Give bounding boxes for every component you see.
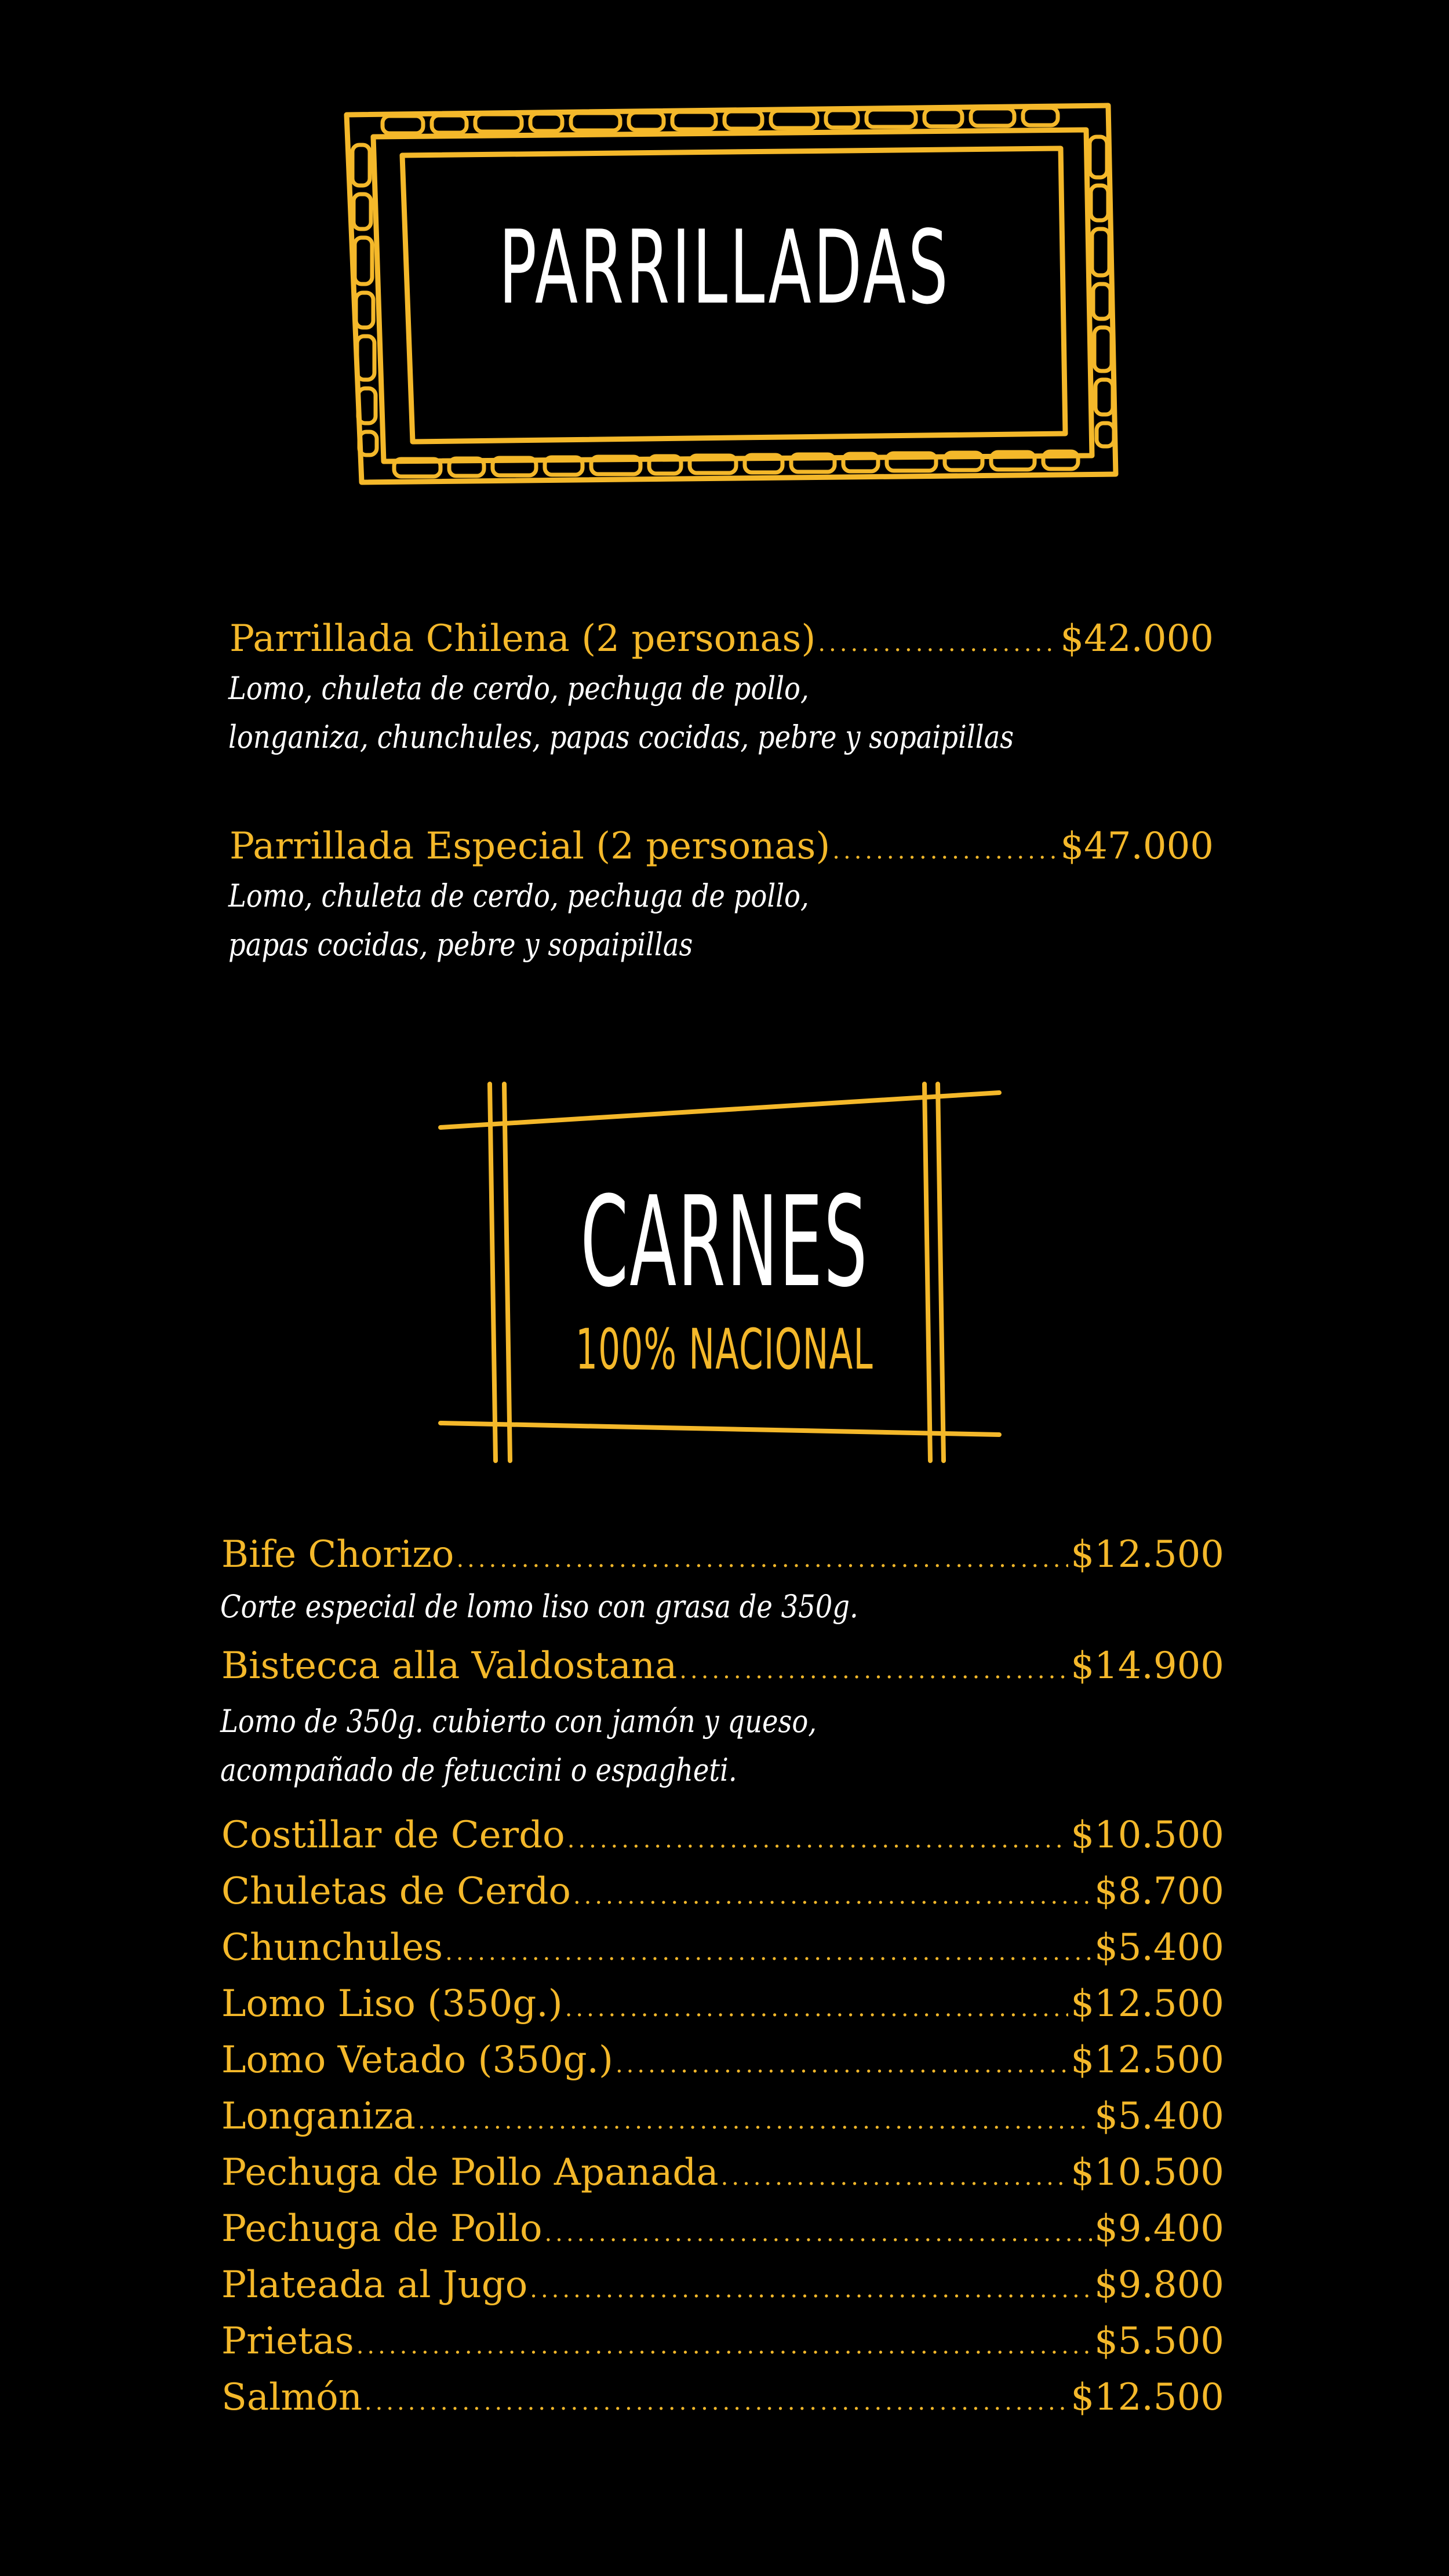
description-line: Lomo, chuleta de cerdo, pechuga de pollo,	[228, 878, 809, 914]
menu-item	[221, 2089, 1224, 2144]
menu-item	[230, 611, 1214, 667]
item-description	[220, 1697, 817, 1795]
item-price: $12.500	[1071, 2039, 1224, 2082]
menu-item	[221, 2201, 1224, 2257]
item-price: $47.000	[1060, 825, 1214, 868]
menu-item	[221, 2032, 1224, 2088]
item-name: Salmón	[221, 2376, 362, 2419]
item-description	[228, 664, 1014, 762]
dot-leader	[679, 1643, 1068, 1698]
dot-leader	[544, 2206, 1092, 2261]
dot-leader	[456, 1531, 1068, 1587]
menu-item	[221, 1638, 1224, 1694]
item-name: Longaniza	[221, 2095, 416, 2138]
item-price: $8.700	[1094, 1870, 1224, 1913]
item-name: Lomo Liso (350g.)	[221, 1982, 563, 2025]
item-price: $5.500	[1094, 2320, 1224, 2363]
menu-item	[221, 2370, 1224, 2425]
description-line: Lomo de 350g. cubierto con jamón y queso,	[220, 1703, 817, 1740]
dot-leader	[818, 616, 1058, 671]
item-name: Parrillada Especial (2 personas)	[230, 825, 831, 868]
dot-leader	[721, 2149, 1069, 2205]
dot-leader	[365, 2374, 1068, 2430]
description-line: Corte especial de lomo liso con grasa de 350g.	[220, 1588, 858, 1625]
description-line: papas cocidas, pebre y sopaipillas	[228, 926, 693, 963]
menu-item	[221, 2257, 1224, 2313]
item-name: Chuletas de Cerdo	[221, 1870, 571, 1913]
item-price: $12.500	[1071, 1533, 1224, 1576]
menu-item	[230, 818, 1214, 874]
item-price: $14.900	[1071, 1644, 1224, 1687]
item-name: Pechuga de Pollo	[221, 2207, 543, 2250]
item-name: Chunchules	[221, 1926, 443, 1969]
menu-item	[221, 2313, 1224, 2369]
item-price: $42.000	[1060, 617, 1214, 660]
item-description	[220, 1582, 858, 1631]
dot-leader	[445, 1924, 1092, 1980]
menu-item	[221, 1976, 1224, 2032]
item-price: $10.500	[1071, 1814, 1224, 1857]
item-name: Plateada al Jugo	[221, 2264, 528, 2306]
item-name: Lomo Vetado (350g.)	[221, 2039, 613, 2082]
item-name: Prietas	[221, 2320, 354, 2363]
item-name: Bife Chorizo	[221, 1533, 454, 1576]
item-price: $12.500	[1071, 1982, 1224, 2025]
dot-leader	[530, 2262, 1092, 2317]
description-line: acompañado de fetuccini o espagheti.	[220, 1752, 737, 1788]
item-name: Costillar de Cerdo	[221, 1814, 565, 1857]
menu-item	[221, 1864, 1224, 1919]
menu-item	[221, 1920, 1224, 1975]
item-name: Pechuga de Pollo Apanada	[221, 2151, 719, 2194]
menu-item	[221, 1527, 1224, 1582]
description-line: Lomo, chuleta de cerdo, pechuga de pollo,	[228, 670, 809, 707]
item-price: $5.400	[1094, 2095, 1224, 2138]
dot-leader	[565, 1981, 1069, 2036]
item-price: $12.500	[1071, 2376, 1224, 2419]
dot-leader	[356, 2318, 1092, 2374]
item-name: Bistecca alla Valdostana	[221, 1644, 678, 1687]
dot-leader	[567, 1812, 1069, 1868]
menu-item	[221, 1807, 1224, 1863]
section-subtitle-carnes: 100% NACIONAL	[576, 1317, 873, 1382]
dot-leader	[832, 823, 1058, 879]
item-price: $9.800	[1094, 2264, 1224, 2306]
dot-leader	[573, 1868, 1092, 1924]
item-price: $9.400	[1094, 2207, 1224, 2250]
menu-item	[221, 2145, 1224, 2200]
dot-leader	[616, 2037, 1068, 2093]
section-title-carnes: CARNES	[580, 1169, 869, 1315]
section-title-parrilladas: PARRILLADAS	[498, 209, 951, 327]
item-price: $10.500	[1071, 2151, 1224, 2194]
item-description	[228, 872, 809, 969]
item-price: $5.400	[1094, 1926, 1224, 1969]
description-line: longaniza, chunchules, papas cocidas, pebre y sopaipillas	[228, 719, 1014, 755]
item-name: Parrillada Chilena (2 personas)	[230, 617, 816, 660]
dot-leader	[418, 2093, 1092, 2149]
